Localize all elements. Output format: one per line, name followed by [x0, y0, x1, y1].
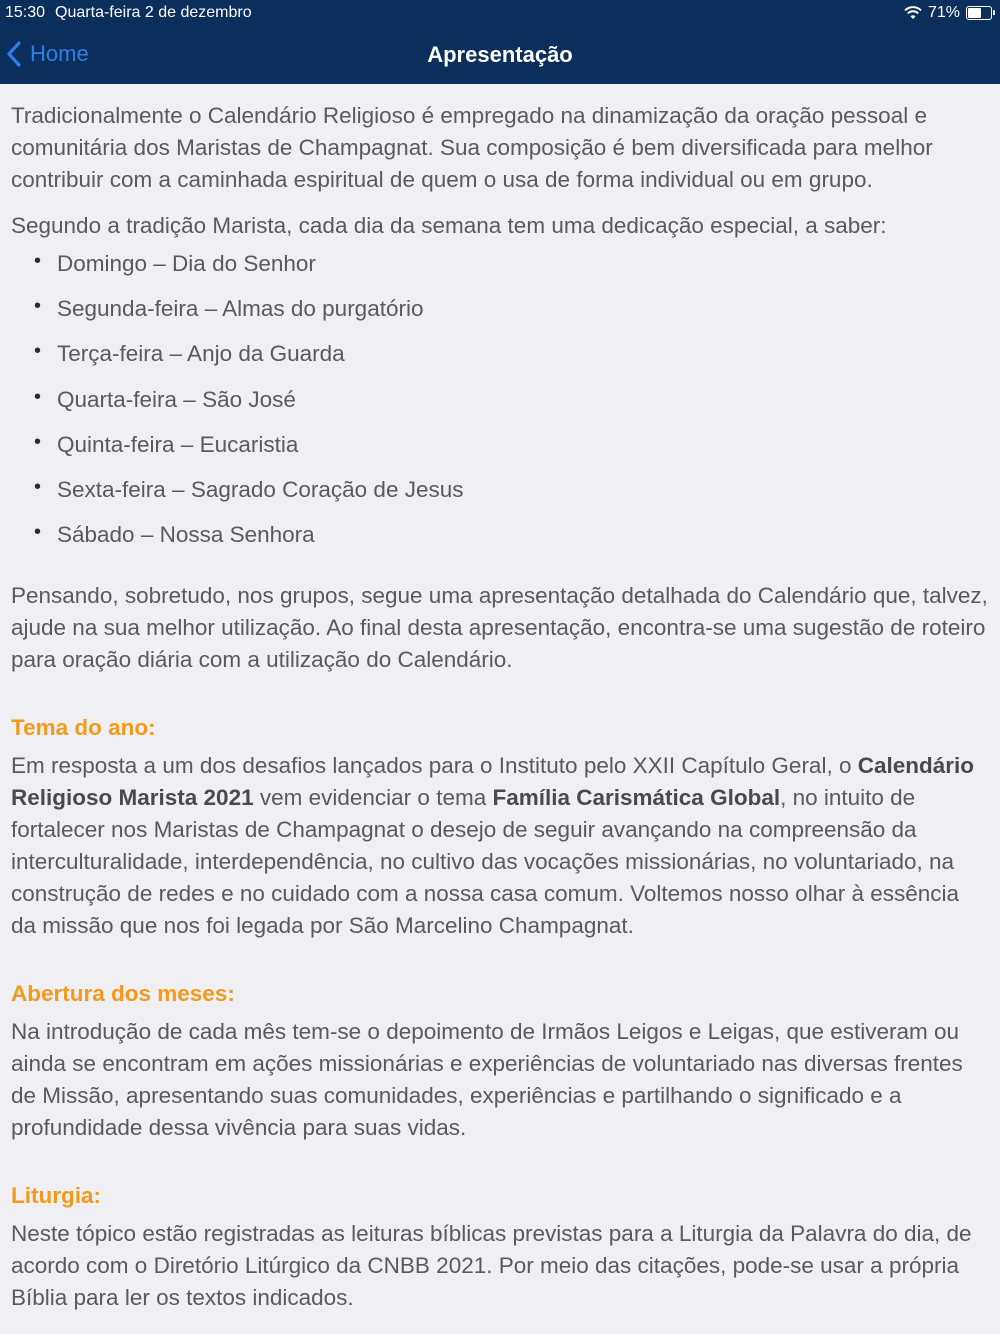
status-date: Quarta-feira 2 de dezembro [55, 4, 252, 21]
battery-icon [966, 6, 992, 20]
status-time: 15:30 [5, 4, 46, 21]
tema-bold-2: Família Carismática Global [492, 785, 781, 811]
back-label: Home [30, 41, 89, 66]
list-item: • Sábado – Nossa Senhora [57, 519, 989, 564]
intro-paragraph-2: Segundo a tradição Marista, cada dia da semana tem uma dedicação especial, a saber: [11, 213, 887, 238]
battery-percent: 71% [927, 4, 960, 21]
list-item: • Quarta-feira – São José [57, 384, 989, 429]
abertura-paragraph: Na introdução de cada mês tem-se o depoimento de Irmãos Leigos e Leigas, que estiveram ou ainda se encontram em ações missionárias e experiências de voluntariado nas diversas frentes de Missão, apresentando suas comunidades, experiências e partilhando o significado e a profundidade dessa vivência para suas vidas. [11, 1019, 963, 1141]
battery-fill [968, 8, 981, 18]
weekday-list [11, 248, 989, 564]
section-heading-liturgia: Liturgia: [11, 1183, 101, 1209]
list-item: • Quinta-feira – Eucaristia [57, 429, 989, 474]
list-item: • Segunda-feira – Almas do purgatório [57, 293, 989, 338]
tema-text-1: Em resposta a um dos desafios lançados para o Instituto pelo XXII Capítulo Geral, o [11, 753, 858, 779]
tema-text-2: vem evidenciar o tema [253, 785, 493, 811]
page-title: Apresentação [427, 42, 573, 67]
list-item: • Terça-feira – Anjo da Guarda [57, 338, 989, 383]
intro-paragraph-3: Pensando, sobretudo, nos grupos, segue uma apresentação detalhada do Calendário que, talvez, ajude na sua melhor utilização. Ao final desta apresentação, encontra-se uma sugestão de roteiro para oração diária com a utilização do Calendário. [11, 583, 988, 673]
tema-bold-1: Calendário Religioso Marista 2021 [11, 753, 974, 811]
liturgia-paragraph: Neste tópico estão registradas as leituras bíblicas previstas para a Liturgia da Palavra do dia, de acordo com o Diretório Litúrgico da CNBB 2021. Por meio das citações, pode-se usar a própria Bíblia para ler os textos indicados. [11, 1221, 972, 1311]
list-item: • Domingo – Dia do Senhor [57, 248, 989, 293]
wifi-icon [904, 6, 922, 20]
status-indicators [904, 4, 992, 22]
list-item: • Sexta-feira – Sagrado Coração de Jesus [57, 474, 989, 519]
status-bar [5, 4, 252, 22]
navigation-bar [0, 0, 1000, 84]
intro-paragraph-1: Tradicionalmente o Calendário Religioso é empregado na dinamização da oração pessoal e comunitária dos Maristas de Champagnat. Sua composição é bem diversificada para melhor contribuir com a caminhada espiritual de quem o usa de forma individual ou em grupo. [11, 103, 933, 192]
tema-text-3: , no intuito de fortalecer nos Maristas de Champagnat o desejo de seguir avançando na compreensão da interculturalidade, interdependência, no cultivo das vocações missionárias, no voluntariado, na construção de redes e no cuidado com a nossa casa comum. Voltemos nosso olhar à essência da missão que nos foi legada por São Marcelino Champagnat. [11, 785, 960, 939]
tema-paragraph [11, 750, 989, 942]
section-heading-tema: Tema do ano: [11, 715, 156, 741]
article-content [11, 100, 989, 1314]
section-heading-abertura: Abertura dos meses: [11, 981, 235, 1007]
